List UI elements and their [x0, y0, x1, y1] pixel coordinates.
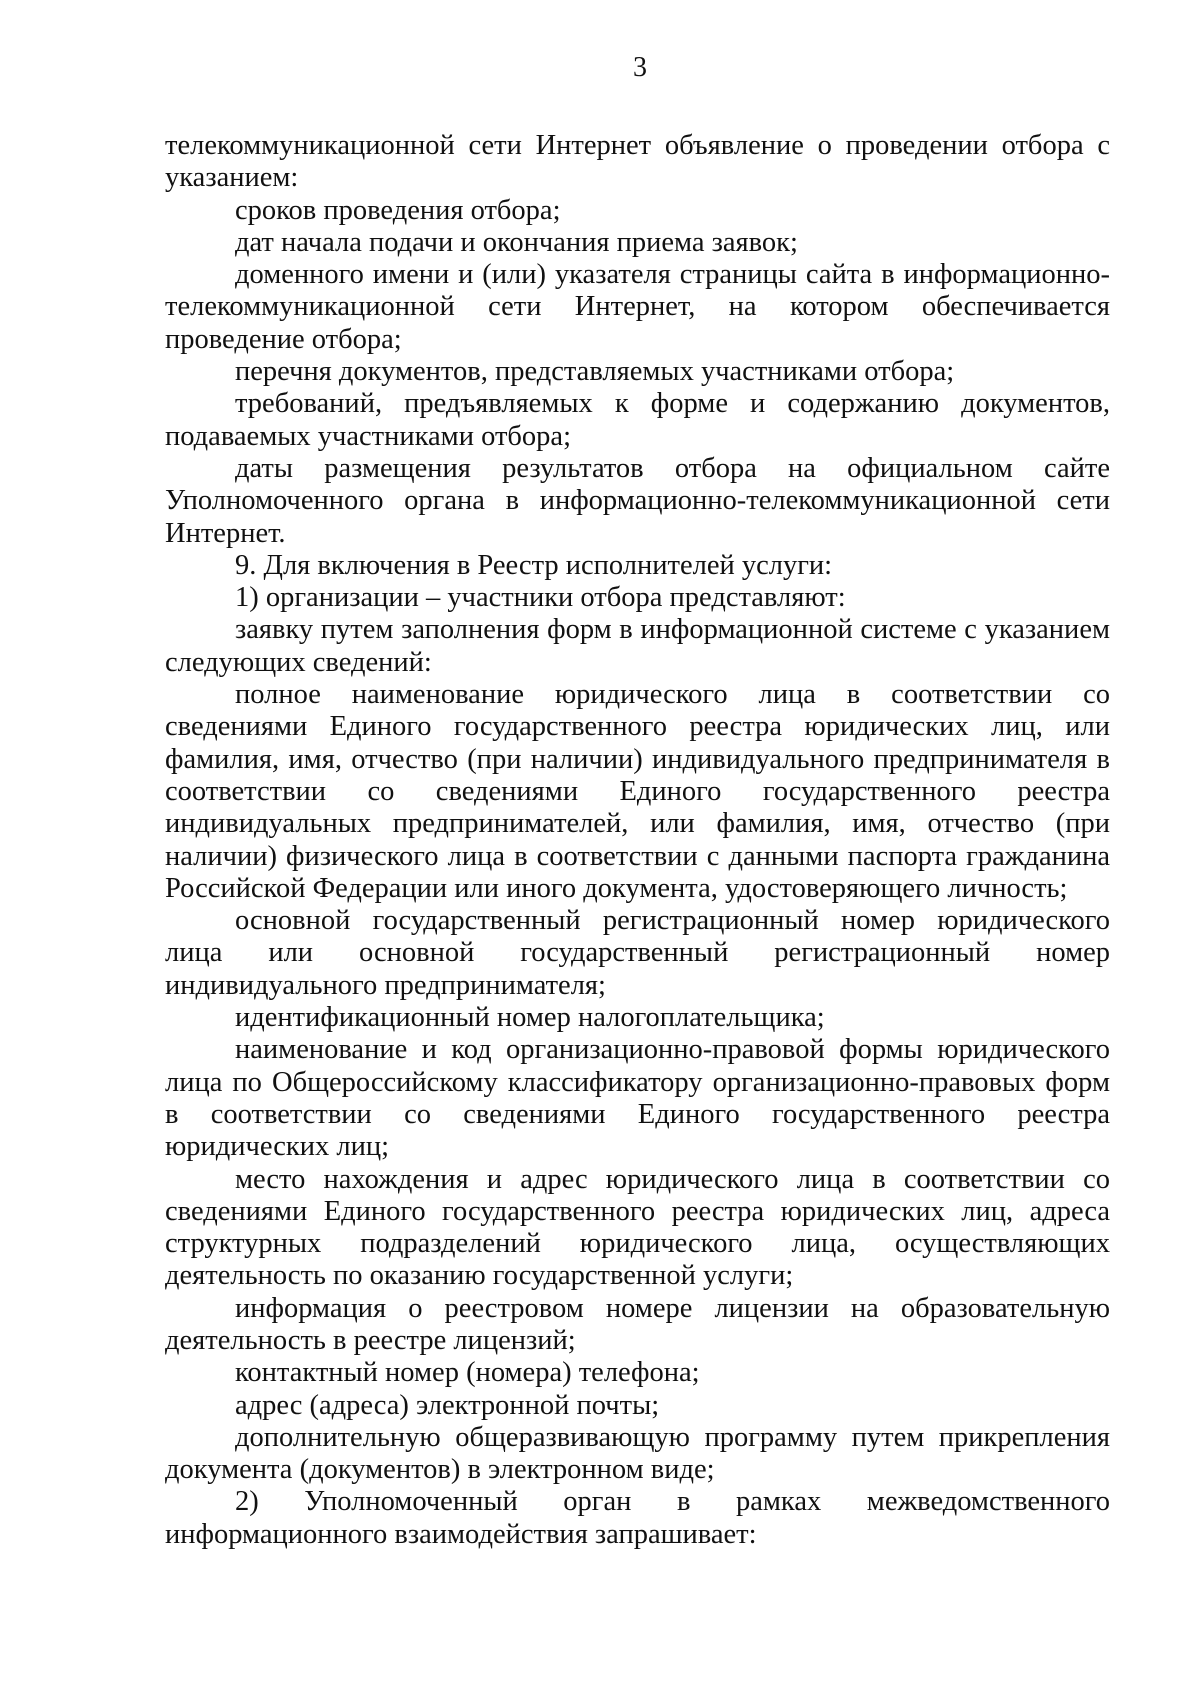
application-item-program: дополнительную общеразвивающую программу путем прикрепления документа (документов) в электронном виде;: [165, 1421, 1110, 1486]
clause-9-item-2: 2) Уполномоченный орган в рамках межведомственного информационного взаимодействия запрашивает:: [165, 1486, 1110, 1550]
clause-9-item-1: 1) организации – участники отбора представляют:: [235, 582, 846, 614]
page-number: 3: [633, 52, 647, 83]
application-item-legal-form: наименование и код организационно-правовой формы юридического лица по Общероссийскому классификатору организационно-правовых форм в соответствии со сведениями Единого государственного реестра юридических лиц;: [165, 1034, 1110, 1163]
list-item-requirements: требований, предъявляемых к форме и содержанию документов, подаваемых участниками отбора;: [165, 388, 1110, 452]
paragraph-continuation: телекоммуникационной сети Интернет объявление о проведении отбора с указанием:: [165, 130, 1110, 194]
application-item-inn: идентификационный номер налогоплательщика;: [235, 1002, 825, 1034]
application-item-license: информация о реестровом номере лицензии на образовательную деятельность в реестре лицензий;: [165, 1292, 1110, 1356]
list-item-timeframes: сроков проведения отбора;: [235, 194, 561, 226]
application-item-name: полное наименование юридического лица в соответствии со сведениями Единого государственного реестра юридических лиц, или фамилия, имя, отчество (при наличии) индивидуального предпринимателя в соответствии со сведениями Единого государственного реестра индивидуальных предпринимателей, или фамилия, имя, отчество (при наличии) физического лица в соответствии с данными паспорта гражданина Российской Федерации или иного документа, удостоверяющего личность;: [165, 679, 1110, 904]
document-body: [165, 130, 1110, 1551]
application-intro: заявку путем заполнения форм в информационной системе с указанием следующих сведений:: [165, 614, 1110, 678]
application-item-ogrn: основной государственный регистрационный номер юридического лица или основной государственный регистрационный номер индивидуального предпринимателя;: [165, 905, 1110, 1001]
list-item-domain: доменного имени и (или) указателя страницы сайта в информационно-телекоммуникационной сети Интернет, на котором обеспечивается проведение отбора;: [165, 259, 1110, 355]
list-item-documents: перечня документов, представляемых участниками отбора;: [235, 356, 955, 388]
application-item-address: место нахождения и адрес юридического лица в соответствии со сведениями Единого государственного реестра юридических лиц, адреса структурных подразделений юридического лица, осуществляющих деятельность по оказанию государственной услуги;: [165, 1163, 1110, 1292]
list-item-results-date: даты размещения результатов отбора на официальном сайте Уполномоченного органа в информационно-телекоммуникационной сети Интернет.: [165, 452, 1110, 549]
application-item-email: адрес (адреса) электронной почты;: [235, 1389, 660, 1421]
clause-9-heading: 9. Для включения в Реестр исполнителей услуги:: [235, 549, 833, 581]
list-item-dates: дат начала подачи и окончания приема заявок;: [235, 226, 798, 258]
application-item-phone: контактный номер (номера) телефона;: [235, 1357, 700, 1389]
